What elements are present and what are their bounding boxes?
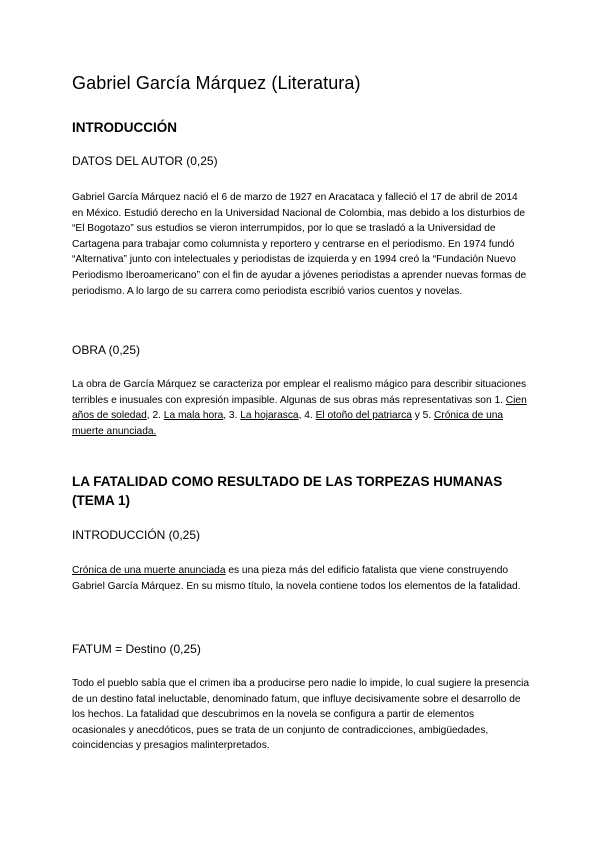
tema1-heading: LA FATALIDAD COMO RESULTADO DE LAS TORPEZAS HUMANAS (TEMA 1)	[72, 474, 503, 508]
obra-separator: , 2.	[146, 410, 164, 422]
work-title-2: La mala hora	[163, 410, 224, 422]
tema1-intro-heading: INTRODUCCIÓN (0,25)	[72, 528, 201, 542]
document-title: Gabriel García Márquez (Literatura)	[72, 73, 361, 93]
work-title: Crónica de una muerte anunciada	[72, 565, 226, 576]
author-heading: DATOS DEL AUTOR (0,25)	[72, 154, 218, 168]
work-title-5: Crónica de una muerte anunciada.	[72, 410, 504, 437]
obra-separator: y 5.	[411, 410, 434, 422]
obra-paragraph	[72, 377, 530, 439]
intro-heading: INTRODUCCIÓN	[72, 120, 177, 135]
obra-heading: OBRA (0,25)	[72, 343, 141, 357]
tema1-intro-paragraph	[72, 563, 530, 594]
obra-text: La obra de García Márquez se caracteriza por emplear el realismo mágico para describir situaciones terribles e inusuales con expresión impasible. Algunas de sus obras más representativas son 1.	[72, 379, 527, 406]
author-paragraph: Gabriel García Márquez nació el 6 de marzo de 1927 en Aracataca y falleció el 17 de abril de 2014 en México. Estudió derecho en la Universidad Nacional de Colombia, mas debido a los disturbios de “El Bogotazo” sus estudios se vieron interrumpidos, por lo que se trasladó a la Universidad de Cartagena para trabajar como columnista y reportero y centrarse en el periodismo. En 1974 fundó “Alternativa” junto con intelectuales y periodistas de izquierda y en 1994 creó la “Fundación Nuevo Periodismo Iberoamericano” con el fin de ayudar a jóvenes periodistas a aprender nuevas formas de periodismo. A lo largo de su carrera como periodista escribió varios cuentos y novelas.	[72, 192, 527, 297]
work-title-3: La hojarasca	[240, 410, 299, 422]
obra-separator: , 3.	[223, 410, 241, 422]
work-title-4: El otoño del patriarca	[315, 410, 412, 422]
tema1-intro-text: es una pieza más del edificio fatalista que viene construyendo Gabriel García Márquez. En su mismo título, la novela contiene todos los elementos de la fatalidad.	[72, 565, 521, 592]
fatum-heading: FATUM = Destino (0,25)	[72, 642, 201, 656]
fatum-paragraph: Todo el pueblo sabía que el crimen iba a producirse pero nadie lo impide, lo cual sugiere la presencia de un destino fatal ineluctable, denominado fatum, que influye decisivamente sobre el desarrollo de los hechos. La fatalidad que descubrimos en la novela se configura a partir de elementos ocasionales y anecdóticos, pues se trata de un conjunto de contradicciones, ambigüedades, coincidencias y presagios malinterpretados.	[72, 678, 530, 752]
work-title-1: Cien años de soledad	[72, 394, 527, 422]
obra-separator: , 4.	[298, 410, 316, 422]
